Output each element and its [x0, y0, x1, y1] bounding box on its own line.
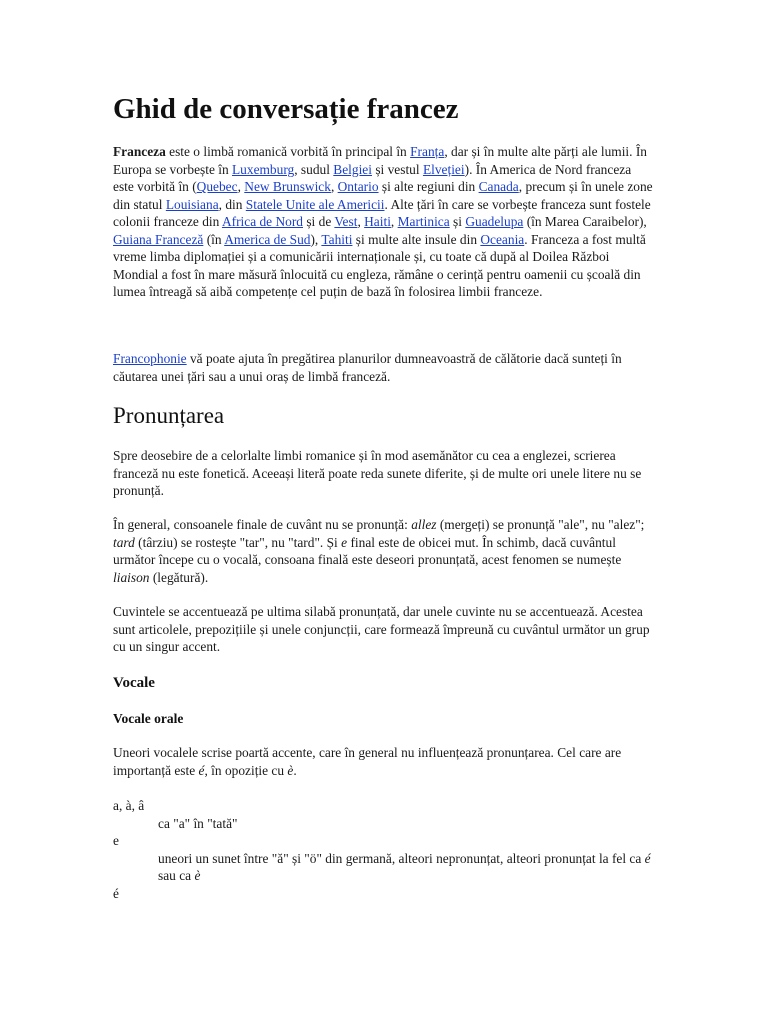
vowel-term: é	[113, 885, 119, 901]
text: . Alte țări în care se vorbește franceza sunt fostele colonii franceze din	[113, 196, 651, 229]
link-belgiei[interactable]: Belgiei	[333, 161, 372, 177]
text: și vestul	[371, 161, 423, 177]
vowel-description: ca "a" în "tată"	[158, 815, 238, 831]
vocale-paragraph	[113, 744, 653, 779]
link-haiti[interactable]: Haiti	[364, 214, 391, 229]
italic-term: liaison	[113, 569, 150, 585]
text: , din	[218, 196, 246, 212]
link-louisiana[interactable]: Louisiana	[165, 196, 219, 212]
vowel-definition-list	[113, 797, 658, 902]
text: , în opoziție cu	[204, 762, 288, 778]
link-luxemburg[interactable]: Luxemburg	[232, 161, 295, 177]
text: , precum și în unele zone din statul	[113, 179, 653, 212]
text: În general, consoanele finale de cuvânt nu se pronunță:	[113, 517, 412, 532]
text: (legătură).	[149, 569, 209, 585]
text: ,	[390, 214, 398, 229]
subsection-heading-vocale-orale: Vocale orale	[113, 711, 184, 726]
pron-paragraph-3: Cuvintele se accentuează pe ultima silabă pronunțată, dar unele cuvinte nu se accentuează. Acestea sunt articolele, prepozițiile și unele conjuncții, care formează împreună cu cuvântul următor un grup cu un singur accent.	[113, 604, 650, 654]
text: (mergeți) se pronunță "ale", nu "alez";	[436, 517, 645, 532]
section-heading-pronuntarea: Pronunțarea	[113, 403, 225, 428]
link-new-brunswick[interactable]: New Brunswick	[244, 179, 331, 194]
section-heading-vocale: Vocale	[113, 675, 155, 691]
vowel-term: e	[113, 833, 119, 848]
text: vă poate ajuta în pregătirea planurilor dumneavoastră de călătorie dacă sunteți în căutarea unei țări sau a unui oraș de limbă franceză.	[113, 351, 622, 384]
link-franta[interactable]: Franța	[410, 144, 445, 159]
text: și multe alte insule din	[352, 231, 481, 247]
link-guadelupa[interactable]: Guadelupa	[465, 214, 524, 229]
text: final este de obicei mut. În schimb, dacă cuvântul următor începe cu o vocală, consoana finală este deseori pronunțată, acest fenomen se numește	[113, 534, 622, 567]
link-america-de-sud[interactable]: America de Sud	[224, 231, 311, 247]
text: și alte regiuni din	[378, 179, 479, 194]
text: ). În America de Nord franceza este vorbită în (	[113, 161, 632, 194]
text: (în Marea Caraibelor),	[523, 214, 647, 229]
text: , dar și în multe alte părți ale lumii. În Europa se vorbește în	[113, 144, 647, 177]
francophonie-paragraph	[113, 350, 653, 385]
link-africa-de-nord[interactable]: Africa de Nord	[221, 214, 303, 229]
text: ,	[357, 214, 365, 229]
text: . Franceza a fost multă vreme limba diplomației și a comunicării internaționale și, cu toate că după al Doilea Război Mondial a fost în mare măsură înlocuită cu engleza, rămâne o cerință pentru oamenii cu școală din lumea întreagă să aibă competențe cel puțin de bază în folosirea limbii franceze.	[113, 231, 646, 299]
page-title: Ghid de conversație francez	[113, 93, 459, 125]
link-tahiti[interactable]: Tahiti	[321, 231, 353, 247]
vowel-description	[158, 850, 658, 885]
text: (târziu) se rostește "tar", nu "tard". Și	[134, 534, 342, 550]
pron-paragraph-2	[113, 516, 653, 586]
link-ontario[interactable]: Ontario	[337, 179, 379, 194]
italic-term: e	[341, 534, 348, 550]
text: și	[449, 214, 466, 229]
link-guiana-franceza[interactable]: Guiana Franceză	[113, 231, 204, 247]
text: , sudul	[294, 161, 334, 177]
link-statele-unite[interactable]: Statele Unite ale Americii	[245, 196, 385, 212]
link-oceania[interactable]: Oceania	[480, 231, 525, 247]
link-quebec[interactable]: Quebec	[196, 179, 238, 194]
italic-term: é	[644, 850, 651, 866]
intro-paragraph	[113, 143, 653, 301]
text: ,	[237, 179, 245, 194]
text: și de	[303, 214, 335, 229]
text: ,	[330, 179, 338, 194]
text: este o limbă romanică vorbită în principal în	[165, 144, 411, 159]
vowel-term: a, à, â	[113, 798, 145, 813]
text: sau ca	[158, 868, 195, 883]
text: .	[293, 762, 297, 778]
link-martinica[interactable]: Martinica	[397, 214, 450, 229]
italic-term: è	[287, 762, 294, 778]
text: (în	[203, 231, 225, 247]
text: Uneori vocalele scrise poartă accente, care în general nu influențează pronunțarea. Cel care are importanță este	[113, 745, 622, 778]
text: uneori un sunet între "ă" și "ö" din germană, alteori nepronunțat, alteori pronunțat la fel ca	[158, 850, 645, 866]
italic-term: è	[194, 868, 201, 883]
italic-term: é	[198, 762, 205, 778]
pron-paragraph-1: Spre deosebire de a celorlalte limbi romanice și în mod asemănător cu cea a englezei, scrierea franceză nu este fonetică. Aceeași literă poate reda sunete diferite, și de multe ori unele litere nu se pronunță.	[113, 448, 642, 498]
link-canada[interactable]: Canada	[478, 179, 519, 194]
link-elvetiei[interactable]: Elveției	[422, 161, 465, 177]
link-vest[interactable]: Vest	[334, 214, 358, 229]
link-francophonie[interactable]: Francophonie	[113, 351, 187, 366]
italic-term: allez	[411, 517, 437, 532]
italic-term: tard	[113, 534, 135, 550]
text: ),	[310, 231, 322, 247]
bold-term: Franceza	[113, 144, 166, 159]
